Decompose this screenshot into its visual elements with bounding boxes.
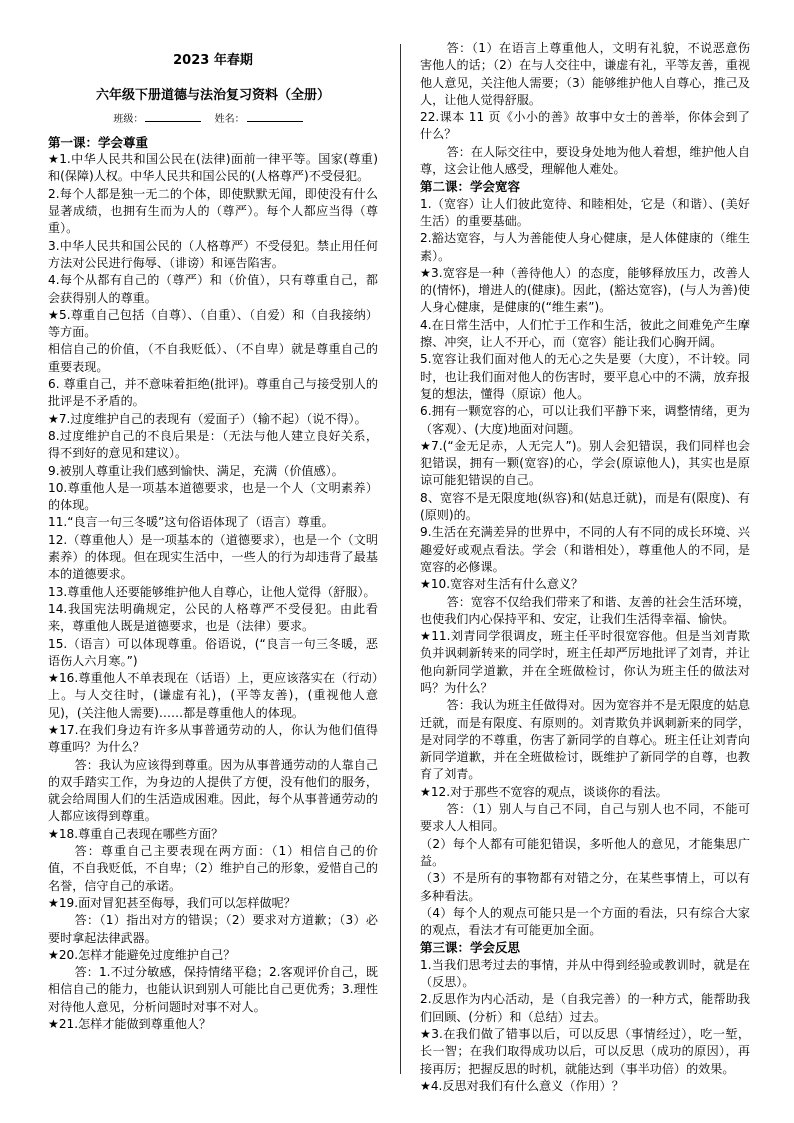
document-title: 六年级下册道德与法治复习资料（全册） [95, 88, 330, 104]
question-item: ★18.尊重自己表现在哪些方面？ [48, 826, 224, 841]
question-item: 9.被别人尊重让我们感到愉快、满足，充满（价值感）。 [48, 463, 344, 478]
name-blank [247, 111, 303, 122]
answer-paragraph: 答：尊重自己主要表现在两方面：（1）相信自己的价值，不自我贬低，不自卑；（2）维护自己的形象，爱惜自己的名誉，信守自己的承诺。 [48, 844, 378, 893]
answer-paragraph: 答：1.不过分敏感，保持情绪平稳；2.客观评价自己，既相信自己的能力，也能认识到别人可能比自己更优秀；3.理性对待他人意见，分析问题时对事不对人。 [48, 965, 378, 1014]
question-item: ★10.宽容对生活有什么意义？ [420, 577, 584, 592]
question-item: ★1.中华人民共和国公民在(法律)面前一律平等。国家(尊重)和(保障)人权。中华人民共和国公民的(人格尊严)不受侵犯。 [48, 152, 378, 184]
question-item: ★21.怎样才能做到尊重他人？ [48, 1017, 212, 1032]
class-label: 班级： [113, 113, 144, 125]
question-item: 2.豁达宽容，与人为善能使人身心健康，是人体健康的（维生素）。 [420, 231, 750, 263]
name-label: 姓名： [214, 113, 245, 125]
question-item: 6.拥有一颗宽容的心，可以让我们平静下来，调整情绪，更为（客观）、(大度)地面对问题。 [420, 404, 750, 436]
question-item: 15.（语言）可以体现尊重。俗语说，(“良言一句三冬暖，恶语伤人六月寒。”) [48, 636, 378, 668]
question-item: ★17.在我们身边有许多从事普通劳动的人，你认为他们值得尊重吗？为什么？ [48, 722, 378, 755]
question-item: 12.（尊重他人）是一项基本的（道德要求），也是一个（文明素养）的体现。但在现实生活中，一些人的行为却违背了最基本的道德要求。 [48, 532, 378, 582]
answer-paragraph: 答：我认为应该得到尊重。因为从事普通劳动的人靠自己的双手踏实工作，为身边的人提供了方便，没有他们的服务，就会给周围人们的生活造成困难。因此，每个从事普通劳动的人都应该得到尊重。 [48, 757, 378, 824]
question-item: 2.反思作为内心活动，是（自我完善）的一种方式，能帮助我们回顾、(分析）和（总结）过去。 [420, 992, 750, 1024]
class-blank [145, 111, 201, 122]
section-heading: 第三课：学会反思 [420, 940, 521, 956]
question-item: 4.每个从都有自己的（尊严）和（价值），只有尊重自己，都会获得别人的尊重。 [48, 273, 378, 305]
question-item: 8、宽容不是无限度地(纵容)和(姑息迁就)，而是有(限度)、有(原则)的。 [420, 490, 750, 523]
question-item: 22.课本 11 页《小小的善》故事中女士的善举，你体会到了什么？ [420, 110, 750, 142]
question-item: ★7.(“金无足赤，人无完人”)。别人会犯错误，我们同样也会犯错误，拥有一颗(宽容)的心，学会(原谅他人)，其实也是原谅可能犯错误的自己。 [420, 438, 750, 488]
answer-paragraph: 答：（1）别人与自己不同，自己与别人也不同，不能可要求人人相同。 [420, 802, 750, 834]
question-item: 2.每个人都是独一无二的个体，即使默默无闻，即使没有什么显著成绩，也拥有生而为人的（尊严）。每个人都应当得（尊重）。 [48, 186, 378, 236]
question-item: ★20.怎样才能避免过度维护自己？ [48, 947, 236, 962]
section-heading: 第二课：学会宽容 [420, 179, 521, 195]
question-item: （3）不是所有的事物都有对错之分，在某些事情上，可以有多种看法。 [420, 871, 750, 903]
question-item: （4）每个人的观点可能只是一个方面的看法，只有综合大家的观点，看法才有可能更加全面。 [420, 905, 750, 938]
right-column-body [420, 40, 750, 1095]
question-item: 6. 尊重自己，并不意味着拒绝(批评)。尊重自己与接受别人的批评是不矛盾的。 [48, 377, 378, 409]
answer-paragraph: 答：在人际交往中，要设身处地为他人着想，维护他人自尊，这会让他人感受，理解他人难处。 [420, 144, 750, 177]
question-item: ★4.反思对我们有什么意义（作用）？ [420, 1078, 624, 1093]
answer-paragraph: 答：（1）在语言上尊重他人，文明有礼貌，不说恶意伤害他人的话；（2）在与人交往中，谦虚有礼，平等友善，重视他人意见，关注他人需要；（3）能够维护他人自尊心，推己及人，让他人觉得舒服。 [420, 41, 750, 107]
left-column [48, 40, 378, 1033]
question-item: ★7.过度维护自己的表现有（爱面子）（输不起）（说不得）。 [48, 411, 367, 426]
class-name-line [48, 111, 378, 128]
left-column-body [48, 134, 378, 1033]
question-item: 1.当我们思考过去的事情，并从中得到经验或教训时，就是在（反思）。 [420, 957, 750, 990]
question-item: 3.中华人民共和国公民的（人格尊严）不受侵犯。禁止用任何方法对公民进行侮辱、（诽谤）和诬告陷害。 [48, 238, 378, 270]
question-item: ★16.尊重他人不单表现在（话语）上，更应该落实在（行动）上。与人交往时，(谦虚有礼)，(平等友善)，(重视他人意见)，(关注他人需要)……都是尊重他人的体现。 [48, 671, 378, 720]
document-year: 2023 年春期 [173, 53, 253, 68]
question-item: ★3.在我们做了错事以后，可以反思（事情经过），吃一堑，长一智；在我们取得成功以后，可以反思（成功的原因），再接再厉；把握反思的时机，就能达到（事半功倍）的效果。 [420, 1026, 750, 1076]
question-item: 4.在日常生活中，人们忙于工作和生活，彼此之间难免产生摩擦、冲突，让人不开心，而（宽容）能让我们心胸开阔。 [420, 317, 750, 350]
answer-paragraph: 答：（1）指出对方的错误；（2）要求对方道歉；（3）必要时拿起法律武器。 [48, 913, 378, 945]
question-item: 13.尊重他人还要能够维护他人自尊心，让他人觉得（舒服）。 [48, 584, 376, 599]
answer-paragraph: 答：宽容不仅给我们带来了和谐、友善的社会生活环境，也使我们内心保持平和、安定，让我们生活得幸福、愉快。 [420, 594, 750, 626]
question-item: 5.宽容让我们面对他人的无心之失是要（大度），不计较。同时，也让我们面对他人的伤害时，要平息心中的不满，放弃报复的想法，懂得（原谅）他人。 [420, 352, 750, 401]
question-item: 8.过度维护自己的不良后果是：（无法与他人建立良好关系，得不到好的意见和建议）。 [48, 428, 378, 461]
question-item: ★11.刘青同学很调皮，班主任平时很宽容他。但是当刘青欺负并讽刺新转来的同学时，班主任却严厉地批评了刘青，并让他向新同学道歉，并在全班做检讨，你认为班主任的做法对吗？为什么？ [420, 629, 750, 695]
right-column [420, 40, 750, 1095]
question-item: ★3.宽容是一种（善待他人）的态度，能够释放压力，改善人的(情怀)，增进人的(健康)。因此，(豁达宽容)，(与人为善)使人身心健康，是健康的(“维生素”)。 [420, 265, 750, 315]
question-item: 1.（宽容）让人们彼此宽待、和睦相处，它是（和谐）、(美好生活）的重要基础。 [420, 196, 750, 228]
question-item: 9.生活在充满差异的世界中，不同的人有不同的成长环境、兴趣爱好或观点看法。学会（和谐相处），尊重他人的不同，是宽容的必修课。 [420, 525, 750, 574]
question-item: 14.我国宪法明确规定，公民的人格尊严不受侵犯。由此看来，尊重他人既是道德要求，也是（法律）要求。 [48, 601, 378, 634]
column-divider [400, 44, 401, 1074]
answer-paragraph: 答：我认为班主任做得对。因为宽容并不是无限度的姑息迁就，而是有限度、有原则的。刘青欺负并讽刺新来的同学，是对同学的不尊重，伤害了新同学的自尊心。班主任让刘青向新同学道歉，并在全班做检讨，既维护了新同学的自尊，也教育了刘青。 [420, 698, 750, 782]
section-heading: 第一课：学会尊重 [48, 134, 149, 150]
question-item: 11.“良言一句三冬暖”这句俗语体现了（语言）尊重。 [48, 515, 334, 530]
question-item: ★5.尊重自己包括（自尊）、（自重）、（自爱）和（自我接纳）等方面。 [48, 307, 378, 340]
question-item: ★12.对于那些不宽容的观点，谈谈你的看法。 [420, 784, 668, 799]
question-item: 相信自己的价值，（不自我贬低）、（不自卑）就是尊重自己的重要表现。 [48, 342, 378, 374]
question-item: 10.尊重他人是一项基本道德要求，也是一个人（文明素养）的体现。 [48, 480, 378, 513]
question-item: ★19.面对冒犯甚至侮辱，我们可以怎样做呢？ [48, 895, 296, 910]
question-item: （2）每个人都有可能犯错误，多听他人的意见，才能集思广益。 [420, 836, 750, 868]
